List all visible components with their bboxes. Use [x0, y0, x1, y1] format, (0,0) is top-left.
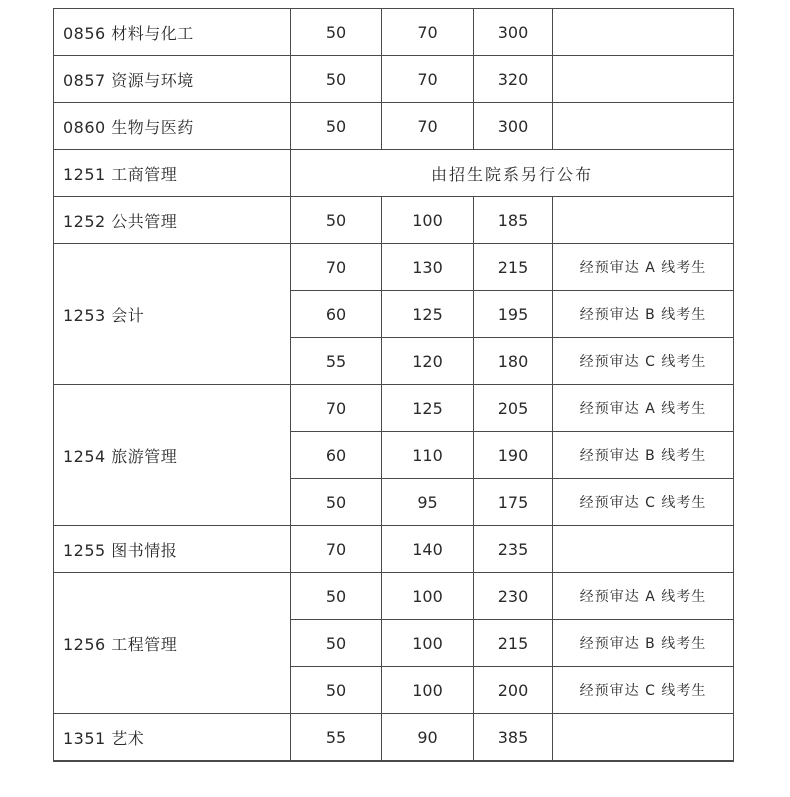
score-cell-2: 120	[382, 338, 474, 385]
table-row	[54, 714, 734, 762]
score-cell-1: 55	[291, 338, 382, 385]
major-cell: 1255 图书情报	[54, 526, 291, 573]
score-cell-1: 60	[291, 291, 382, 338]
table-row	[54, 244, 734, 291]
score-cell-1: 50	[291, 479, 382, 526]
note-cell: 经预审达 B 线考生	[553, 432, 734, 479]
score-cell-1: 50	[291, 197, 382, 244]
major-cell: 1252 公共管理	[54, 197, 291, 244]
announcement-cell: 由招生院系另行公布	[291, 150, 734, 197]
total-score-cell: 200	[474, 667, 553, 714]
score-cell-2: 100	[382, 573, 474, 620]
total-score-cell: 230	[474, 573, 553, 620]
score-cell-1: 70	[291, 385, 382, 432]
score-cell-2: 95	[382, 479, 474, 526]
major-cell: 1256 工程管理	[54, 573, 291, 714]
total-score-cell: 175	[474, 479, 553, 526]
score-cell-2: 100	[382, 620, 474, 667]
note-cell	[553, 526, 734, 573]
note-cell: 经预审达 A 线考生	[553, 244, 734, 291]
table-row	[54, 197, 734, 244]
note-cell	[553, 714, 734, 762]
total-score-cell: 215	[474, 244, 553, 291]
major-cell: 1254 旅游管理	[54, 385, 291, 526]
note-cell: 经预审达 A 线考生	[553, 573, 734, 620]
total-score-cell: 205	[474, 385, 553, 432]
note-cell: 经预审达 C 线考生	[553, 479, 734, 526]
score-cell-1: 70	[291, 244, 382, 291]
score-cell-2: 70	[382, 9, 474, 56]
score-cell-2: 125	[382, 291, 474, 338]
total-score-cell: 385	[474, 714, 553, 762]
score-table-body	[54, 9, 734, 762]
score-cell-2: 90	[382, 714, 474, 762]
table-row	[54, 103, 734, 150]
major-cell: 0860 生物与医药	[54, 103, 291, 150]
score-cell-1: 60	[291, 432, 382, 479]
table-row	[54, 150, 734, 197]
note-cell: 经预审达 B 线考生	[553, 291, 734, 338]
score-cell-1: 55	[291, 714, 382, 762]
total-score-cell: 185	[474, 197, 553, 244]
score-cell-1: 70	[291, 526, 382, 573]
total-score-cell: 320	[474, 56, 553, 103]
major-cell: 1251 工商管理	[54, 150, 291, 197]
total-score-cell: 300	[474, 9, 553, 56]
score-cell-2: 70	[382, 103, 474, 150]
table-row	[54, 526, 734, 573]
table-row	[54, 56, 734, 103]
major-cell: 1351 艺术	[54, 714, 291, 762]
table-row	[54, 385, 734, 432]
score-cell-2: 70	[382, 56, 474, 103]
total-score-cell: 190	[474, 432, 553, 479]
score-cell-1: 50	[291, 103, 382, 150]
table-row	[54, 573, 734, 620]
score-cell-2: 125	[382, 385, 474, 432]
score-cell-1: 50	[291, 620, 382, 667]
score-cell-1: 50	[291, 9, 382, 56]
total-score-cell: 195	[474, 291, 553, 338]
total-score-cell: 215	[474, 620, 553, 667]
note-cell: 经预审达 A 线考生	[553, 385, 734, 432]
score-cell-1: 50	[291, 667, 382, 714]
score-cell-2: 110	[382, 432, 474, 479]
score-cell-2: 100	[382, 197, 474, 244]
note-cell	[553, 56, 734, 103]
score-cell-2: 140	[382, 526, 474, 573]
major-cell: 0856 材料与化工	[54, 9, 291, 56]
total-score-cell: 300	[474, 103, 553, 150]
note-cell	[553, 9, 734, 56]
score-cell-1: 50	[291, 56, 382, 103]
score-cell-2: 130	[382, 244, 474, 291]
score-cell-1: 50	[291, 573, 382, 620]
note-cell	[553, 103, 734, 150]
note-cell: 经预审达 B 线考生	[553, 620, 734, 667]
note-cell: 经预审达 C 线考生	[553, 338, 734, 385]
note-cell	[553, 197, 734, 244]
note-cell: 经预审达 C 线考生	[553, 667, 734, 714]
score-table	[53, 8, 734, 762]
total-score-cell: 235	[474, 526, 553, 573]
score-cell-2: 100	[382, 667, 474, 714]
total-score-cell: 180	[474, 338, 553, 385]
major-cell: 1253 会计	[54, 244, 291, 385]
table-row	[54, 9, 734, 56]
major-cell: 0857 资源与环境	[54, 56, 291, 103]
